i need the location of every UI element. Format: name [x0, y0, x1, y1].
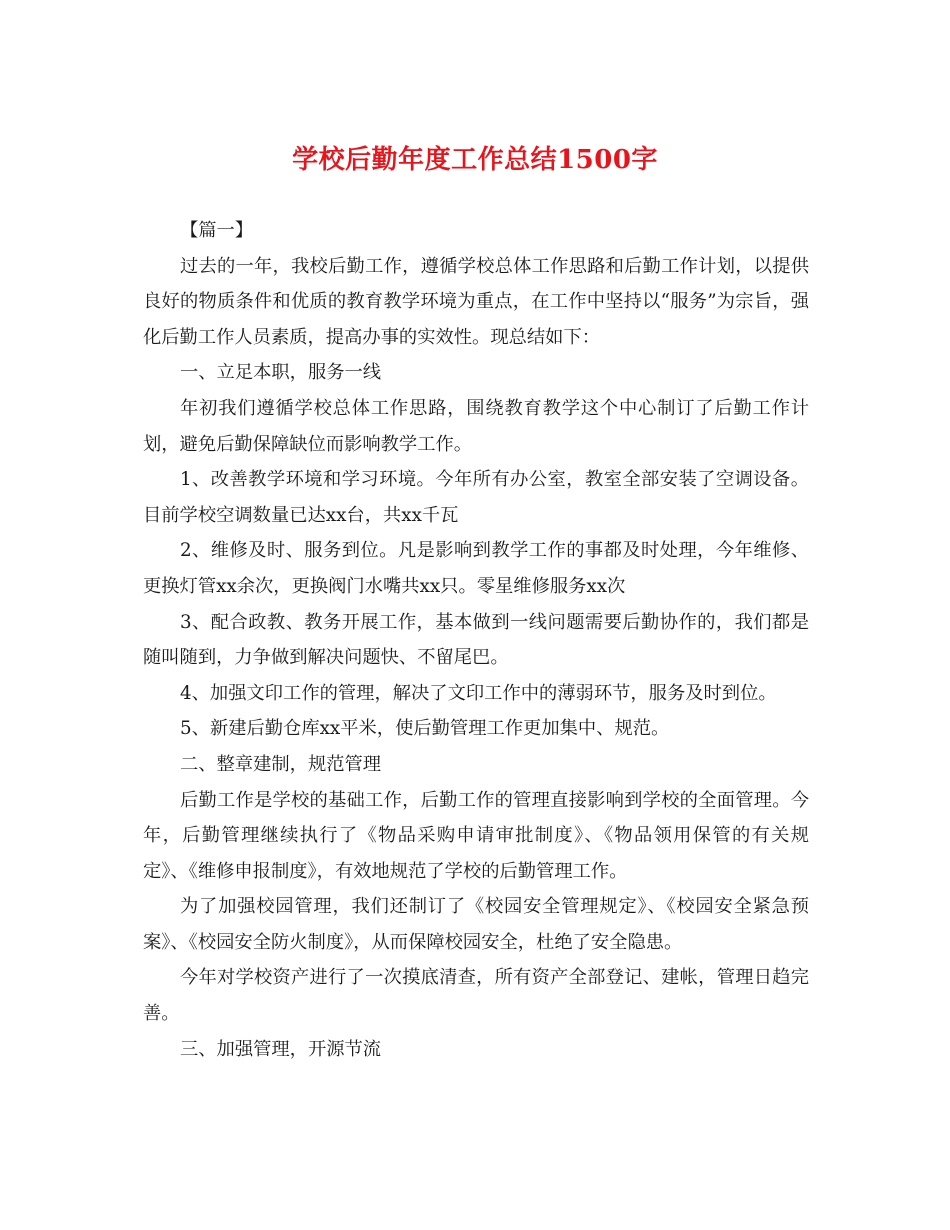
section-heading: 二、整章建制，规范管理 — [180, 753, 382, 775]
list-item: 5、新建后勤仓库xx平米，使后勤管理工作更加集中、规范。 — [180, 718, 670, 740]
paragraph: 年初我们遵循学校总体工作思路，围绕教育教学这个中心制订了后勤工作计划，避免后勤保障缺位而影响教学工作。 — [143, 397, 809, 455]
document-body — [143, 213, 809, 1067]
document-title: 学校后勤年度工作总结1500字 — [292, 145, 658, 175]
paragraph: 为了加强校园管理，我们还制订了《校园安全管理规定》、《校园安全紧急预案》、《校园安全防火制度》，从而保障校园安全，杜绝了安全隐患。 — [143, 896, 809, 953]
section-heading: 三、加强管理，开源节流 — [180, 1038, 382, 1060]
section-heading: 一、立足本职，服务一线 — [180, 362, 382, 384]
list-item: 3、配合政教、教务开展工作，基本做到一线问题需要后勤协作的，我们都是随叫随到，力争做到解决问题快、不留尾巴。 — [143, 611, 809, 669]
list-item: 1、改善教学环境和学习环境。今年所有办公室，教室全部安装了空调设备。目前学校空调数量已达xx台，共xx千瓦 — [143, 469, 809, 526]
paragraph: 今年对学校资产进行了一次摸底清查，所有资产全部登记、建帐，管理日趋完善。 — [143, 967, 809, 1025]
paragraph: 后勤工作是学校的基础工作，后勤工作的管理直接影响到学校的全面管理。今年，后勤管理继续执行了《物品采购申请审批制度》、《物品领用保管的有关规定》、《维修申报制度》，有效地规范了学校的后勤管理工作。 — [143, 789, 809, 882]
list-item: 2、维修及时、服务到位。凡是影响到教学工作的事都及时处理，今年维修、更换灯管xx余次，更换阀门水嘴共xx只。零星维修服务xx次 — [143, 540, 809, 597]
list-item: 4、加强文印工作的管理，解决了文印工作中的薄弱环节，服务及时到位。 — [180, 682, 777, 704]
paragraph: 过去的一年，我校后勤工作，遵循学校总体工作思路和后勤工作计划，以提供良好的物质条件和优质的教育教学环境为重点，在工作中坚持以“服务”为宗旨，强化后勤工作人员素质，提高办事的实效性。现总结如下： — [143, 255, 809, 348]
section-label: 【篇一】 — [180, 220, 254, 241]
